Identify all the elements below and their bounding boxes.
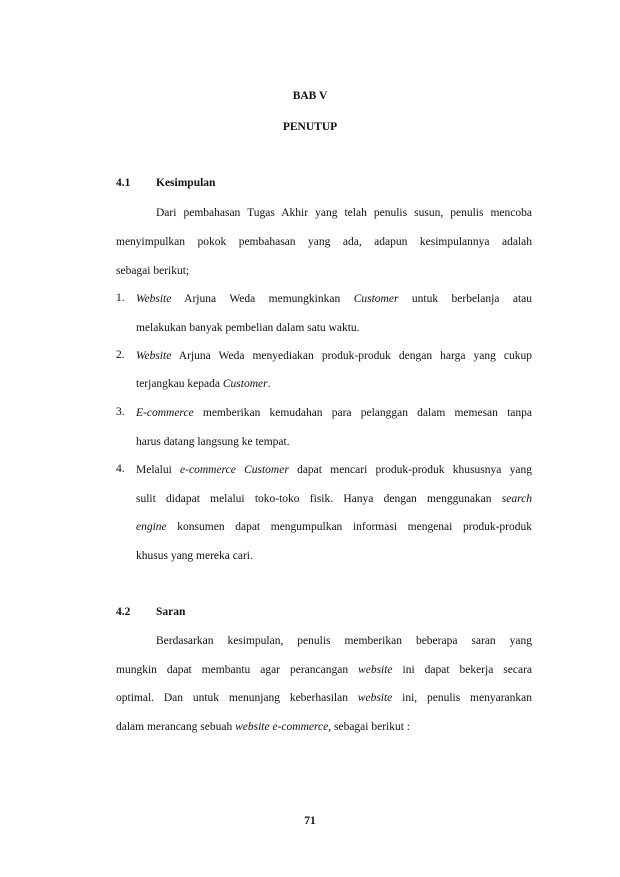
emphasis: e-commerce Customer [180, 464, 289, 476]
text: optimal. Dan untuk menunjang keberhasilan [116, 692, 358, 704]
list-number: 3. [116, 406, 125, 418]
emphasis: Customer [353, 293, 399, 305]
emphasis: E-commerce [136, 407, 194, 419]
emphasis: Website [136, 293, 172, 305]
section-number: 4.1 [116, 177, 131, 189]
text: . [267, 378, 271, 390]
text: terjangkau kepada [136, 378, 223, 390]
paragraph-line [116, 691, 532, 705]
text: ini, penulis menyarankan [392, 692, 532, 704]
list-number: 4. [116, 463, 125, 475]
list-item-line [136, 377, 532, 391]
text: ini dapat bekerja secara [392, 664, 532, 676]
list-item-line [136, 492, 532, 506]
paragraph-line: Berdasarkan kesimpulan, penulis memberikan beberapa saran yang [156, 635, 532, 647]
paragraph-line: sebagai berikut; [116, 265, 190, 277]
paragraph-line: Dari pembahasan Tugas Akhir yang telah penulis susun, penulis mencoba [156, 207, 532, 219]
list-number: 1. [116, 292, 125, 304]
paragraph-line [116, 663, 532, 677]
list-item-line [136, 520, 532, 534]
list-item-line [136, 292, 532, 306]
emphasis: Customer [222, 378, 268, 390]
emphasis: search [501, 493, 532, 505]
list-item-line: melakukan banyak pembelian dalam satu waktu. [136, 322, 360, 334]
text: untuk berbelanja atau [398, 293, 532, 305]
section-number: 4.2 [116, 606, 131, 618]
text: Arjuna Weda memungkinkan [171, 293, 354, 305]
text: , sebagai berikut : [328, 721, 411, 733]
list-number: 2. [116, 349, 125, 361]
paragraph-line [116, 720, 532, 734]
list-item-line [136, 406, 532, 420]
emphasis: engine [136, 521, 167, 533]
text: Arjuna Weda menyediakan produk-produk dengan harga yang cukup [171, 350, 532, 362]
page-number: 71 [304, 815, 316, 827]
section-heading-kesimpulan [116, 177, 215, 189]
emphasis: website [358, 664, 393, 676]
list-item-line: khusus yang mereka cari. [136, 550, 253, 562]
section-heading-saran [116, 606, 185, 618]
list-item-line: harus datang langsung ke tempat. [136, 436, 290, 448]
emphasis: website [357, 692, 393, 704]
text: Melalui [136, 464, 181, 476]
text: mungkin dapat membantu agar perancangan [116, 664, 359, 676]
emphasis: Website [136, 350, 172, 362]
paragraph-line: menyimpulkan pokok pembahasan yang ada, adapun kesimpulannya adalah [116, 236, 532, 248]
list-item-line [136, 463, 532, 477]
emphasis: website e-commerce [235, 721, 329, 733]
text: konsumen dapat mengumpulkan informasi mengenai produk-produk [166, 521, 532, 533]
text: dapat mencari produk-produk khususnya yang [288, 464, 532, 476]
chapter-title: PENUTUP [282, 121, 338, 133]
text: memberikan kemudahan para pelanggan dalam memesan tanpa [193, 407, 532, 419]
section-title: Saran [156, 606, 186, 618]
text: sulit didapat melalui toko-toko fisik. Hanya dengan menggunakan [136, 493, 502, 505]
section-title: Kesimpulan [156, 177, 216, 189]
text: dalam merancang sebuah [116, 721, 236, 733]
chapter-label: BAB V [292, 90, 328, 102]
list-item-line [136, 349, 532, 363]
